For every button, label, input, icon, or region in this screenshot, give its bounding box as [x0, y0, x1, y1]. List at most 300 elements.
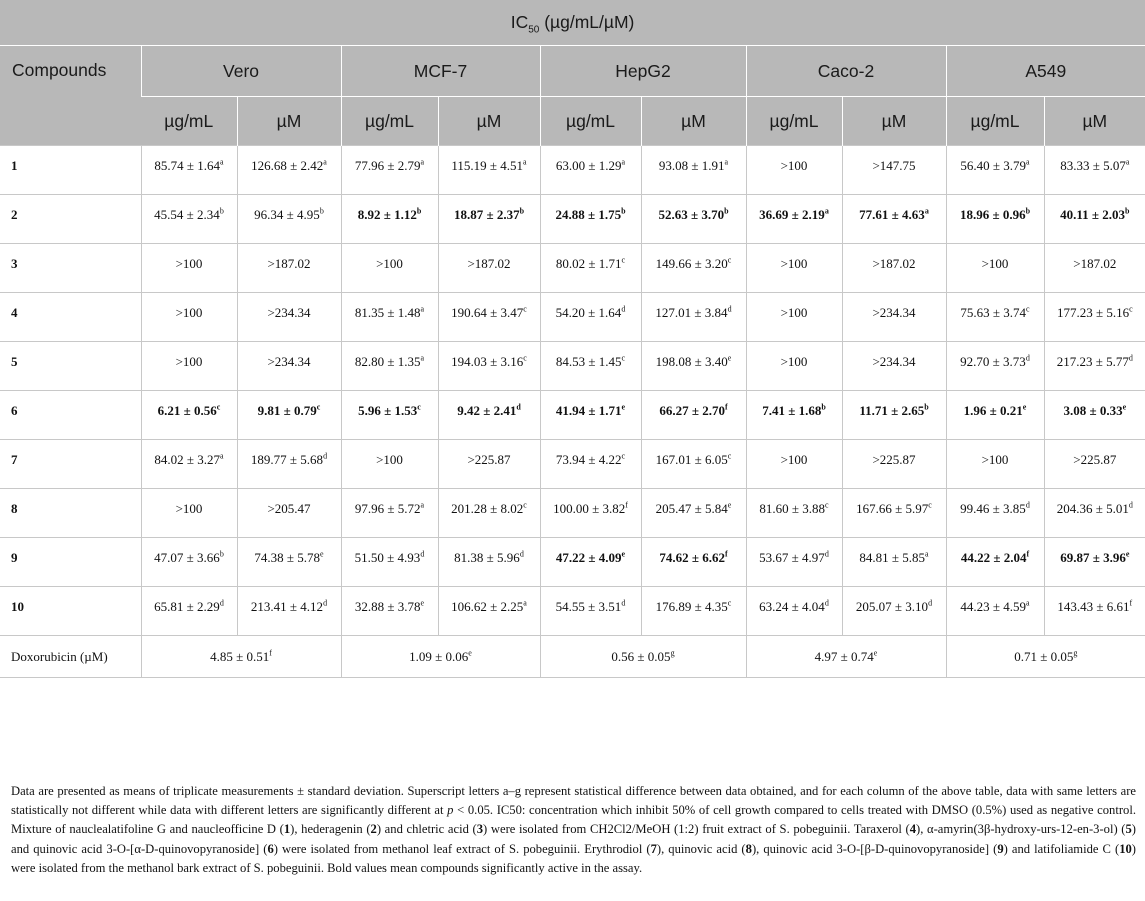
cell-value: 190.64 ± 3.47	[451, 305, 524, 320]
footnote-segment: 9	[997, 841, 1004, 856]
significance-letter: d	[928, 598, 933, 608]
table-cell	[141, 293, 237, 342]
footnote-segment: 1	[283, 822, 291, 837]
table-cell	[842, 146, 946, 195]
table-cell	[237, 391, 341, 440]
table-cell	[842, 538, 946, 587]
cell-value: >234.34	[872, 305, 916, 320]
cell-line-header: A549	[946, 46, 1145, 97]
cell-value: 198.08 ± 3.40	[655, 354, 728, 369]
cell-value: 40.11 ± 2.03	[1060, 207, 1126, 222]
title-subscript: 50	[528, 24, 540, 36]
significance-letter: a	[420, 500, 425, 510]
table-cell	[438, 146, 540, 195]
cell-value: >100	[175, 354, 203, 369]
table-cell	[141, 636, 341, 678]
footnote-segment: Data are presented as means of triplicate measurements ± standard deviation. Superscript letters a–g represent statistical difference between data obtained, and for each column of the above table, data with same letters are statistically not different while data with different letters are significantly different at	[11, 784, 1136, 818]
cell-value: 1.96 ± 0.21	[963, 403, 1023, 418]
table-cell	[141, 342, 237, 391]
significance-letter: e	[320, 549, 324, 559]
table-cell	[1044, 489, 1145, 538]
cell-value: 36.69 ± 2.19	[759, 207, 825, 222]
table-cell	[641, 391, 746, 440]
cell-value: 83.33 ± 5.07	[1060, 158, 1126, 173]
table-cell	[141, 538, 237, 587]
table-cell	[341, 342, 438, 391]
table-cell	[946, 342, 1044, 391]
significance-letter: c	[621, 451, 626, 461]
table-cell	[341, 587, 438, 636]
significance-letter: g	[670, 648, 675, 658]
unit-header-ugml: µg/mL	[540, 97, 641, 146]
table-cell	[237, 489, 341, 538]
table-cell	[946, 587, 1044, 636]
table-cell	[1044, 342, 1145, 391]
table-cell	[237, 538, 341, 587]
table-cell	[438, 244, 540, 293]
compound-id: 4	[0, 293, 141, 342]
compound-id: 9	[0, 538, 141, 587]
significance-letter: f	[625, 500, 628, 510]
significance-letter: a	[924, 206, 929, 216]
cell-value: 47.22 ± 4.09	[555, 550, 622, 565]
significance-letter: d	[1025, 353, 1030, 363]
table-cell	[746, 489, 842, 538]
cell-value: 9.42 ± 2.41	[457, 403, 517, 418]
cell-line-header: Caco-2	[746, 46, 946, 97]
significance-letter: e	[468, 648, 472, 658]
cell-value: 44.22 ± 2.04	[960, 550, 1027, 565]
unit-header-um: µM	[237, 97, 341, 146]
table-row	[0, 391, 1145, 440]
table-cell	[341, 293, 438, 342]
table-cell	[341, 636, 540, 678]
cell-value: >100	[175, 256, 203, 271]
table-cell	[438, 440, 540, 489]
unit-header-ugml: µg/mL	[141, 97, 237, 146]
table-cell	[141, 195, 237, 244]
significance-letter: a	[1125, 157, 1130, 167]
table-cell	[540, 440, 641, 489]
cell-value: >205.47	[267, 501, 311, 516]
unit-header-ugml: µg/mL	[946, 97, 1044, 146]
cell-value: 74.38 ± 5.78	[254, 550, 321, 565]
title-rest: (µg/mL/µM)	[539, 12, 635, 32]
cell-value: >225.87	[1073, 452, 1117, 467]
significance-letter: d	[219, 598, 224, 608]
cell-value: >100	[376, 452, 403, 467]
table-cell	[641, 195, 746, 244]
significance-letter: e	[1125, 549, 1130, 559]
significance-letter: c	[523, 500, 527, 510]
table-cell	[746, 391, 842, 440]
table-cell	[540, 244, 641, 293]
table-cell	[1044, 146, 1145, 195]
significance-letter: c	[727, 451, 732, 461]
table-cell	[341, 146, 438, 195]
cell-value: 7.41 ± 1.68	[762, 403, 822, 418]
table-cell	[746, 293, 842, 342]
unit-header-um: µM	[641, 97, 746, 146]
cell-value: 63.24 ± 4.04	[759, 599, 825, 614]
cell-value: 176.89 ± 4.35	[655, 599, 728, 614]
cell-value: 51.50 ± 4.93	[354, 550, 421, 565]
table-cell	[540, 538, 641, 587]
cell-value: 85.74 ± 1.64	[154, 158, 221, 173]
significance-letter: e	[621, 402, 626, 412]
significance-letter: e	[873, 648, 878, 658]
significance-letter: a	[220, 157, 224, 167]
table-cell	[540, 342, 641, 391]
table-cell	[1044, 244, 1145, 293]
significance-letter: c	[928, 500, 932, 510]
table-cell	[438, 489, 540, 538]
footnote-segment: ) were isolated from CH2Cl2/MeOH (1:2) fruit extract of S. pobeguinii. Taraxerol (	[483, 822, 910, 837]
table-cell	[746, 195, 842, 244]
table-row	[0, 538, 1145, 587]
table-cell	[540, 587, 641, 636]
table-cell	[946, 195, 1044, 244]
significance-letter: c	[523, 353, 527, 363]
table-body	[0, 146, 1145, 678]
cell-value: >100	[175, 305, 203, 320]
table-row	[0, 146, 1145, 195]
table-cell	[842, 489, 946, 538]
table-cell	[237, 587, 341, 636]
doxorubicin-row	[0, 636, 1145, 678]
cell-value: >187.02	[1073, 256, 1117, 271]
footnote-segment: 8	[745, 841, 752, 856]
significance-letter: b	[319, 206, 324, 216]
cell-value: >100	[780, 354, 808, 369]
significance-letter: c	[825, 500, 829, 510]
cell-value: 5.96 ± 1.53	[358, 403, 418, 418]
significance-letter: b	[621, 206, 626, 216]
significance-letter: c	[1129, 304, 1133, 314]
significance-letter: a	[523, 157, 527, 167]
significance-letter: d	[323, 451, 328, 461]
cell-value: 81.38 ± 5.96	[454, 550, 520, 565]
table-row	[0, 489, 1145, 538]
cell-value: 143.43 ± 6.61	[1057, 599, 1130, 614]
cell-value: 177.23 ± 5.16	[1056, 305, 1130, 320]
cell-value: 213.41 ± 4.12	[250, 599, 324, 614]
unit-header-um: µM	[438, 97, 540, 146]
table-row	[0, 293, 1145, 342]
significance-letter: f	[724, 402, 728, 412]
table-cell	[641, 146, 746, 195]
footnote-segment: ) and chletric acid (	[376, 822, 477, 837]
significance-letter: e	[1122, 402, 1127, 412]
table-cell	[641, 538, 746, 587]
table-cell	[1044, 440, 1145, 489]
cell-value: 115.19 ± 4.51	[451, 158, 524, 173]
significance-letter: d	[824, 549, 829, 559]
table-cell	[842, 195, 946, 244]
significance-letter: d	[621, 304, 626, 314]
compound-id: 2	[0, 195, 141, 244]
cell-value: >100	[981, 452, 1009, 467]
footnote-segment: 3	[476, 822, 484, 837]
cell-value: 126.68 ± 2.42	[251, 158, 324, 173]
significance-letter: b	[519, 206, 525, 216]
cell-value: 32.88 ± 3.78	[354, 599, 421, 614]
table-cell	[946, 244, 1044, 293]
table-cell	[1044, 587, 1145, 636]
significance-letter: a	[621, 157, 626, 167]
table-cell	[746, 636, 946, 678]
table-cell	[946, 489, 1044, 538]
table-cell	[1044, 293, 1145, 342]
cell-value: 52.63 ± 3.70	[658, 207, 725, 222]
table-cell	[540, 195, 641, 244]
significance-letter: d	[727, 304, 732, 314]
table-cell	[540, 293, 641, 342]
cell-value: 97.96 ± 5.72	[354, 501, 421, 516]
table-cell	[438, 587, 540, 636]
cell-value: 0.71 ± 0.05	[1014, 649, 1074, 664]
significance-letter: d	[1128, 500, 1133, 510]
table-cell	[438, 342, 540, 391]
significance-letter: a	[1026, 598, 1030, 608]
cell-value: 167.01 ± 6.05	[655, 452, 728, 467]
cell-value: 80.02 ± 1.71	[555, 256, 622, 271]
compound-id: 8	[0, 489, 141, 538]
cell-value: 84.53 ± 1.45	[555, 354, 622, 369]
cell-value: 24.88 ± 1.75	[555, 207, 622, 222]
table-cell	[237, 293, 341, 342]
table-cell	[237, 440, 341, 489]
table-cell	[641, 440, 746, 489]
significance-letter: b	[416, 206, 422, 216]
compound-id: 6	[0, 391, 141, 440]
significance-letter: d	[621, 598, 626, 608]
significance-letter: c	[417, 402, 421, 412]
significance-letter: a	[220, 451, 224, 461]
table-cell	[237, 342, 341, 391]
table-cell	[842, 391, 946, 440]
table-cell	[540, 636, 746, 678]
significance-letter: c	[621, 353, 626, 363]
cell-value: 217.23 ± 5.77	[1056, 354, 1129, 369]
cell-value: >187.02	[467, 256, 511, 271]
significance-letter: c	[727, 598, 732, 608]
table-cell	[141, 440, 237, 489]
table-cell	[438, 391, 540, 440]
table-cell	[341, 489, 438, 538]
significance-letter: d	[323, 598, 328, 608]
cell-value: 6.21 ± 0.56	[157, 403, 217, 418]
significance-letter: a	[824, 206, 829, 216]
cell-value: 82.80 ± 1.35	[354, 354, 421, 369]
cell-value: 54.55 ± 3.51	[555, 599, 622, 614]
table-row	[0, 195, 1145, 244]
significance-letter: b	[924, 402, 929, 412]
table-cell	[1044, 195, 1145, 244]
significance-letter: e	[727, 353, 732, 363]
table-cell	[746, 538, 842, 587]
compound-id: 10	[0, 587, 141, 636]
compounds-header: Compounds	[0, 46, 141, 146]
cell-value: >100	[780, 256, 808, 271]
cell-value: >100	[175, 501, 203, 516]
significance-letter: a	[323, 157, 327, 167]
significance-letter: e	[727, 500, 732, 510]
table-cell	[641, 587, 746, 636]
significance-letter: a	[724, 157, 729, 167]
cell-value: 149.66 ± 3.20	[655, 256, 728, 271]
cell-value: 81.60 ± 3.88	[759, 501, 826, 516]
footnote-segment: 10	[1119, 841, 1132, 856]
title-main: IC	[510, 12, 529, 32]
significance-letter: d	[519, 549, 524, 559]
cell-line-header: Vero	[141, 46, 341, 97]
significance-letter: a	[523, 598, 527, 608]
table-cell	[141, 244, 237, 293]
table-cell	[341, 440, 438, 489]
cell-value: 100.00 ± 3.82	[553, 501, 626, 516]
table-cell	[842, 342, 946, 391]
cell-value: >234.34	[872, 354, 916, 369]
significance-letter: a	[925, 549, 929, 559]
cell-value: 3.08 ± 0.33	[1063, 403, 1123, 418]
table-cell	[237, 195, 341, 244]
footnote-segment: 5	[1125, 822, 1132, 837]
significance-letter: d	[420, 549, 425, 559]
cell-value: >100	[376, 256, 403, 271]
cell-line-header: MCF-7	[341, 46, 540, 97]
cell-value: 18.96 ± 0.96	[959, 207, 1026, 222]
table-cell	[946, 293, 1044, 342]
table-title-row	[0, 0, 1145, 46]
table-cell	[141, 587, 237, 636]
unit-header-um: µM	[842, 97, 946, 146]
compound-id: 3	[0, 244, 141, 293]
table-cell	[842, 293, 946, 342]
footnote-segment: ) were isolated from the methanol bark extract of S. pobeguinii. Bold values mean compounds significantly active in the assay.	[11, 841, 1136, 875]
table-cell	[1044, 538, 1145, 587]
table-cell	[842, 244, 946, 293]
cell-line-header: HepG2	[540, 46, 746, 97]
cell-value: 81.35 ± 1.48	[354, 305, 421, 320]
table-cell	[746, 587, 842, 636]
unit-header-um: µM	[1044, 97, 1145, 146]
cell-value: >100	[981, 256, 1009, 271]
cell-value: 53.67 ± 4.97	[759, 550, 825, 565]
table-cell	[438, 538, 540, 587]
significance-letter: f	[1026, 549, 1030, 559]
cell-value: >147.75	[872, 158, 916, 173]
significance-letter: b	[1125, 206, 1130, 216]
cell-value: 8.92 ± 1.12	[357, 207, 417, 222]
significance-letter: c	[1026, 304, 1030, 314]
table-cell	[746, 440, 842, 489]
footnote-segment: < 0.05. IC50: concentration which inhibit 50% of cell growth compared to cells treated with DMSO (0.5%) used as negative control. Mixture of nauclealatifoline G and naucleofficine D (	[11, 803, 1136, 837]
significance-letter: g	[1073, 648, 1078, 658]
significance-letter: d	[824, 598, 829, 608]
cell-value: 84.02 ± 3.27	[154, 452, 221, 467]
table-cell	[946, 391, 1044, 440]
compound-id: 7	[0, 440, 141, 489]
footnote-segment: p	[447, 803, 454, 818]
footnote-segment: ) were isolated from methanol leaf extract of S. pobeguinii. Erythrodiol (	[273, 841, 651, 856]
significance-letter: f	[269, 648, 272, 658]
cell-value: >234.34	[267, 305, 311, 320]
table-cell	[842, 440, 946, 489]
table-cell	[641, 293, 746, 342]
table-cell	[946, 636, 1145, 678]
cell-value: >100	[780, 158, 808, 173]
footnote-segment: 6	[267, 841, 274, 856]
cell-value: 54.20 ± 1.64	[555, 305, 622, 320]
significance-letter: c	[216, 402, 221, 412]
significance-letter: b	[219, 549, 224, 559]
significance-letter: a	[420, 304, 425, 314]
significance-letter: f	[1129, 598, 1133, 608]
table-cell	[540, 391, 641, 440]
table-cell	[746, 342, 842, 391]
table-footnote	[11, 782, 1136, 878]
table-cell	[540, 489, 641, 538]
table-row	[0, 342, 1145, 391]
cell-value: >225.87	[872, 452, 916, 467]
table-cell	[141, 489, 237, 538]
cell-value: 74.62 ± 6.62	[659, 550, 725, 565]
cell-value: 189.77 ± 5.68	[250, 452, 324, 467]
footnote-segment: 2	[370, 822, 377, 837]
cell-value: 127.01 ± 3.84	[655, 305, 728, 320]
table-cell	[946, 440, 1044, 489]
significance-letter: f	[724, 549, 728, 559]
cell-value: 9.81 ± 0.79	[257, 403, 317, 418]
table-row	[0, 244, 1145, 293]
significance-letter: c	[523, 304, 527, 314]
table-cell	[341, 244, 438, 293]
cell-value: 205.47 ± 5.84	[655, 501, 728, 516]
table-cell	[641, 244, 746, 293]
significance-letter: e	[621, 549, 626, 559]
cell-value: 11.71 ± 2.65	[859, 403, 925, 418]
cell-value: 4.97 ± 0.74	[814, 649, 874, 664]
cell-value: 205.07 ± 3.10	[855, 599, 929, 614]
cell-value: 47.07 ± 3.66	[154, 550, 220, 565]
cell-value: 63.00 ± 1.29	[555, 158, 622, 173]
table-cell	[141, 391, 237, 440]
cell-value: 56.40 ± 3.79	[960, 158, 1027, 173]
cell-value: >234.34	[267, 354, 311, 369]
table-cell	[341, 391, 438, 440]
cell-value: 77.61 ± 4.63	[859, 207, 925, 222]
doxorubicin-label: Doxorubicin (µM)	[0, 636, 141, 678]
footnote-segment: 7	[650, 841, 657, 856]
significance-letter: a	[420, 353, 425, 363]
table-cell	[1044, 391, 1145, 440]
footnote-segment: ), α-amyrin(3β-hydroxy-urs-12-en-3-ol) (	[916, 822, 1126, 837]
significance-letter: b	[219, 206, 224, 216]
cell-value: 204.36 ± 5.01	[1056, 501, 1129, 516]
cell-value: 45.54 ± 2.34	[154, 207, 220, 222]
cell-value: 194.03 ± 3.16	[451, 354, 524, 369]
footnote-segment: ), quinovic acid 3-O-[β-D-quinovopyranoside] (	[751, 841, 998, 856]
cell-value: 167.66 ± 5.97	[856, 501, 929, 516]
footnote-segment: ) and quinovic acid 3-O-[α-D-quinovopyranoside] (	[11, 822, 1136, 856]
cell-value: >187.02	[872, 256, 916, 271]
table-cell	[746, 146, 842, 195]
cell-value: 96.34 ± 4.95	[254, 207, 320, 222]
table-cell	[237, 146, 341, 195]
table-cell	[141, 146, 237, 195]
significance-letter: c	[316, 402, 321, 412]
